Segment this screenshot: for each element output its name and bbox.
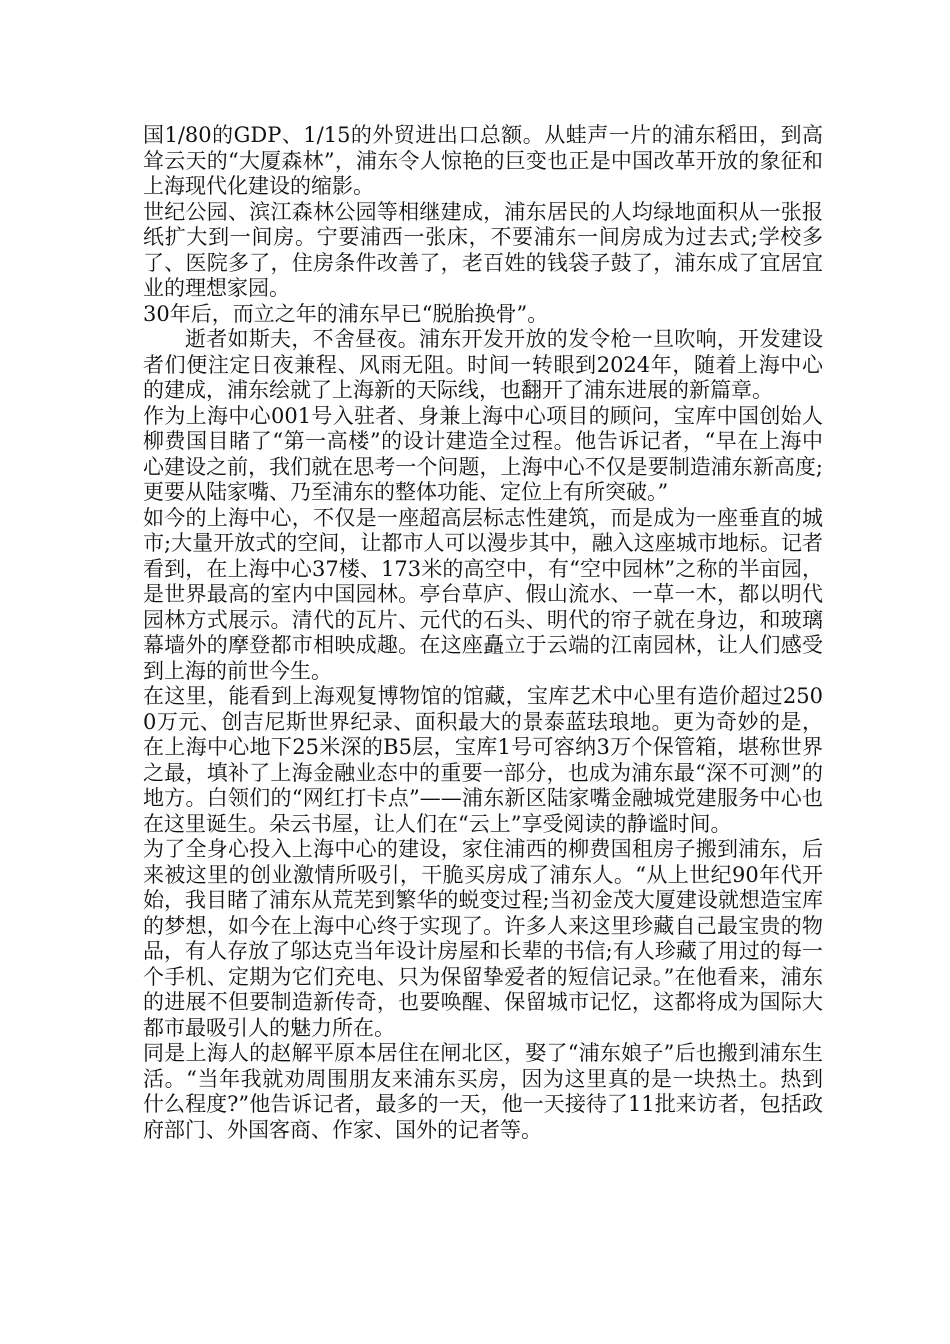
paragraph-8: 为了全身心投入上海中心的建设，家住浦西的柳费国租房子搬到浦东，后来被这里的创业激情所吸引，干脆买房成了浦东人。“从上世纪90年代开始，我目睹了浦东从荒芜到繁华的蜕变过程;当初金茂大厦建设就想造宝库的梦想，如今在上海中心终于实现了。许多人来这里珍藏自己最宝贵的物品，有人存放了邬达克当年设计房屋和长辈的书信;有人珍藏了用过的每一个手机、定期为它们充电、只为保留挚爱者的短信记录。”在他看来，浦东的进展不但要制造新传奇，也要唤醒、保留城市记忆，这都将成为国际大都市最吸引人的魅力所在。 (143, 837, 823, 1040)
paragraph-1: 国1/80的GDP、1/15的外贸进出口总额。从蛙声一片的浦东稻田，到高耸云天的“大厦森林”，浦东令人惊艳的巨变也正是中国改革开放的象征和上海现代化建设的缩影。 (143, 123, 823, 198)
paragraph-3: 30年后，而立之年的浦东早已“脱胎换骨”。 (143, 301, 549, 326)
document-body (143, 123, 823, 1143)
paragraph-5: 作为上海中心001号入驻者、身兼上海中心项目的顾问，宝库中国创始人柳费国目睹了“第一高楼”的设计建造全过程。他告诉记者，“早在上海中心建设之前，我们就在思考一个问题，上海中心不仅是要制造浦东新高度;更要从陆家嘴、乃至浦东的整体功能、定位上有所突破。” (143, 403, 823, 504)
paragraph-9: 同是上海人的赵解平原本居住在闸北区，娶了“浦东娘子”后也搬到浦东生活。“当年我就劝周围朋友来浦东买房，因为这里真的是一块热土。热到什么程度?”他告诉记者，最多的一天，他一天接待了11批来访者，包括政府部门、外国客商、作家、国外的记者等。 (143, 1041, 823, 1142)
paragraph-2: 世纪公园、滨江森林公园等相继建成，浦东居民的人均绿地面积从一张报纸扩大到一间房。宁要浦西一张床，不要浦东一间房成为过去式;学校多了、医院多了，住房条件改善了，老百姓的钱袋子鼓了，浦东成了宜居宜业的理想家园。 (143, 199, 823, 300)
paragraph-7: 在这里，能看到上海观复博物馆的馆藏，宝库艺术中心里有造价超过2500万元、创吉尼斯世界纪录、面积最大的景泰蓝珐琅地。更为奇妙的是，在上海中心地下25米深的B5层，宝库1号可容纳3万个保管箱，堪称世界之最，填补了上海金融业态中的重要一部分，也成为浦东最“深不可测”的地方。白领们的“网红打卡点”——浦东新区陆家嘴金融城党建服务中心也在这里诞生。朵云书屋，让人们在“云上”享受阅读的静谧时间。 (143, 684, 823, 836)
paragraph-4: 逝者如斯夫，不舍昼夜。浦东开发开放的发令枪一旦吹响，开发建设者们便注定日夜兼程、风雨无阻。时间一转眼到2024年，随着上海中心的建成，浦东绘就了上海新的天际线，也翻开了浦东进展的新篇章。 (143, 327, 823, 402)
paragraph-6: 如今的上海中心，不仅是一座超高层标志性建筑，而是成为一座垂直的城市;大量开放式的空间，让都市人可以漫步其中，融入这座城市地标。记者看到，在上海中心37楼、173米的高空中，有“空中园林”之称的半亩园，是世界最高的室内中国园林。亭台草庐、假山流水、一草一木，都以明代园林方式展示。清代的瓦片、元代的石头、明代的帘子就在身边，和玻璃幕墙外的摩登都市相映成趣。在这座矗立于云端的江南园林，让人们感受到上海的前世今生。 (143, 505, 823, 683)
